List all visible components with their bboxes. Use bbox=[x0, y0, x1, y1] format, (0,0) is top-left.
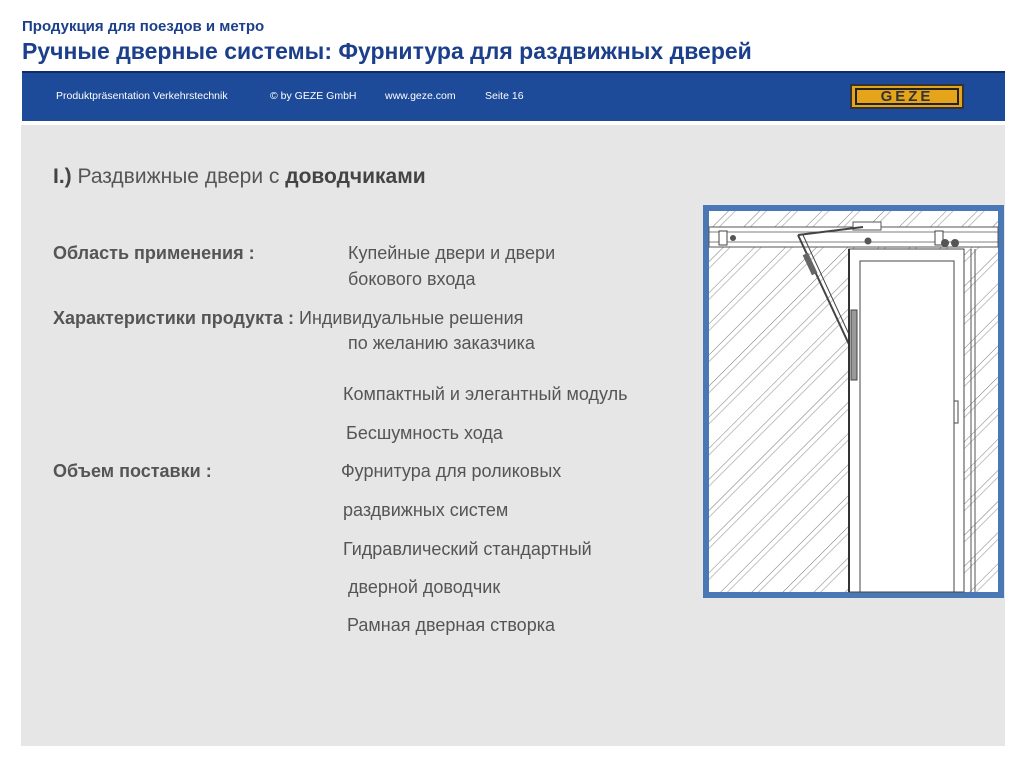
characteristics-label: Характеристики продукта : bbox=[53, 308, 294, 328]
page-number: Seite 16 bbox=[485, 90, 524, 102]
application-label: Область применения : bbox=[53, 243, 255, 263]
delivery-value-3: Гидравлический стандартный bbox=[343, 539, 592, 559]
door-handle bbox=[954, 401, 958, 423]
delivery-value-5: Рамная дверная створка bbox=[347, 615, 555, 635]
section-heading-text: Раздвижные двери с bbox=[71, 165, 286, 188]
delivery-value-2: раздвижных систем bbox=[343, 500, 509, 520]
section-heading bbox=[53, 165, 426, 189]
application-value-1: Купейные двери и двери bbox=[348, 243, 556, 263]
presentation-label: Produktpräsentation Verkehrstechnik bbox=[56, 90, 228, 102]
copyright-label: © by GEZE GmbH bbox=[270, 90, 357, 102]
characteristics-value-1: Индивидуальные решения bbox=[299, 308, 524, 328]
page-title: Ручные дверные системы: Фурнитура для раздвижных дверей bbox=[22, 38, 752, 64]
page-subtitle: Продукция для поездов и метро bbox=[22, 18, 265, 35]
geze-logo bbox=[850, 84, 964, 109]
sliding-door-drawing bbox=[703, 205, 1004, 598]
door-closer bbox=[851, 310, 857, 380]
characteristics-value-3: Компактный и элегантный модуль bbox=[343, 384, 628, 404]
header-bar bbox=[22, 71, 1005, 121]
door-drawing-frame bbox=[703, 205, 1004, 598]
characteristics-value-2: по желанию заказчика bbox=[348, 333, 535, 353]
delivery-value-1: Фурнитура для роликовых bbox=[341, 461, 562, 481]
characteristics-value-4: Бесшумность хода bbox=[346, 423, 503, 443]
section-heading-bold: доводчиками bbox=[285, 165, 426, 188]
section-number: I.) bbox=[53, 165, 72, 188]
delivery-label: Объем поставки : bbox=[53, 461, 212, 481]
delivery-value-4: дверной доводчик bbox=[348, 577, 501, 597]
characteristics-row bbox=[53, 308, 523, 329]
application-value-2: бокового входа bbox=[348, 269, 476, 289]
website-link[interactable]: www.geze.com bbox=[385, 90, 456, 102]
geze-logo-text: GEZE bbox=[855, 88, 959, 105]
